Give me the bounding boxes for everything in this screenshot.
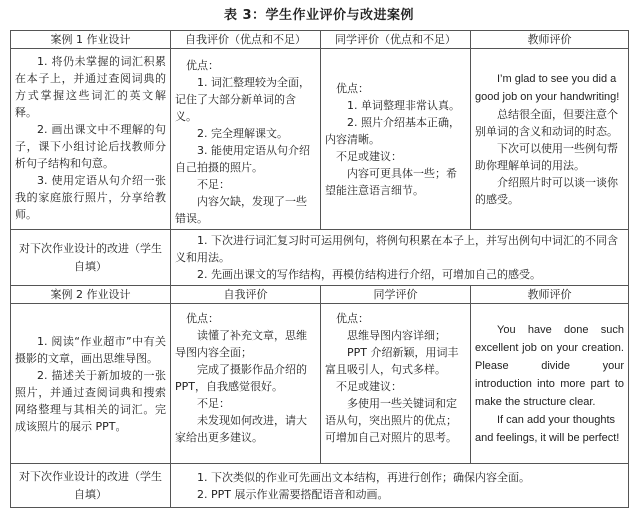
evaluation-table <box>10 30 629 508</box>
case1-header-peer: 同学评价（优点和不足） <box>321 31 471 49</box>
case2-teacher-line: You have done such excellent job on your creation. Please divide your introduction into more part to make the structure clear. <box>475 323 624 408</box>
case1-header-teacher: 教师评价 <box>471 31 629 49</box>
case1-header-self: 自我评价（优点和不足） <box>171 31 321 49</box>
case2-peer-line: 不足或建议： <box>336 380 402 393</box>
case2-design-item: 2. 描述关于新加坡的一张照片，并通过查阅词典和搜索网络整理与其相关的词汇。完成该照片的展示 PPT。 <box>15 368 166 433</box>
case1-self-line: 3. 能使用定语从句介绍自己拍摄的照片。 <box>175 144 310 174</box>
case2-improve-row <box>11 464 629 508</box>
case2-teacher-line: If can add your thoughts and feelings, it will be perfect! <box>475 413 620 444</box>
case2-peer-line: 优点： <box>336 312 369 325</box>
case1-teacher-line: 下次可以使用一些例句帮助你理解单词的用法。 <box>475 142 618 172</box>
case2-self-line: 不足： <box>197 397 230 410</box>
case1-self-cell <box>171 49 321 230</box>
case1-improve-line: 2. 先画出课文的写作结构，再模仿结构进行介绍，可增加自己的感受。 <box>197 268 541 281</box>
case1-peer-line: 不足或建议： <box>336 149 402 163</box>
case2-header-row <box>11 286 629 304</box>
case1-improve-cell <box>171 230 629 286</box>
case1-teacher-line: I’m glad to see you did a good job on your handwriting! <box>475 73 620 103</box>
case1-design-cell <box>11 49 171 230</box>
case1-design-item: 3. 使用定语从句介绍一张我的家庭旅行照片，分享给教师。 <box>15 174 166 221</box>
case1-improve-label: 对下次作业设计的改进（学生自填） <box>11 230 171 286</box>
case2-peer-cell <box>321 304 471 464</box>
case2-improve-line: 2. PPT 展示作业需要搭配语音和动画。 <box>197 487 389 501</box>
case2-self-line: 优点： <box>186 312 219 325</box>
case2-peer-line: 思维导图内容详细； <box>347 329 446 342</box>
case2-peer-line: PPT 介绍新颖，用词丰富且吸引人，句式多样。 <box>325 346 459 376</box>
case2-header-design: 案例 2 作业设计 <box>11 286 171 304</box>
case2-header-peer: 同学评价 <box>321 286 471 304</box>
case2-self-line: 读懂了补充文章，思维导图内容全面； <box>175 329 307 359</box>
case2-improve-cell <box>171 464 629 508</box>
case2-design-item: 1. 阅读“作业超市”中有关摄影的文章，画出思维导图。 <box>15 334 166 365</box>
case2-header-self: 自我评价 <box>171 286 321 304</box>
case1-improve-line: 1. 下次进行词汇复习时可运用例句，将例句积累在本子上，并写出例句中词汇的不同含义和用法。 <box>175 234 618 264</box>
case1-design-item: 1. 将仍未掌握的词汇积累在本子上，并通过查阅词典的方式掌握这些词汇的英文解释。 <box>15 55 166 119</box>
case1-self-line: 内容欠缺，发现了一些错误。 <box>175 195 307 225</box>
case1-header-design: 案例 1 作业设计 <box>11 31 171 49</box>
case1-self-line: 2. 完全理解课文。 <box>197 127 288 140</box>
table-caption: 表 3：学生作业评价与改进案例 <box>223 8 415 23</box>
case2-design-cell <box>11 304 171 464</box>
case1-self-line: 优点： <box>186 59 219 72</box>
case1-self-line: 1. 词汇整理较为全面，记住了大部分新单词的含义。 <box>175 76 310 123</box>
case2-self-cell <box>171 304 321 464</box>
case2-improve-line: 1. 下次类似的作业可先画出文本结构，再进行创作；确保内容全面。 <box>197 470 530 484</box>
case2-peer-line: 多使用一些关键词和定语从句，突出照片的优点；可增加自己对照片的思考。 <box>325 397 457 444</box>
case1-peer-line: 1. 单词整理非常认真。 <box>347 98 460 112</box>
case2-self-line: 完成了摄影作品介绍的 PPT，自我感觉很好。 <box>175 363 307 393</box>
case1-header-row <box>11 31 629 49</box>
case1-design-item: 2. 画出课文中不理解的句子，课下小组讨论后找教师分析句子结构和句意。 <box>15 123 166 170</box>
case2-self-line: 未发现如何改进，请大家给出更多建议。 <box>175 414 307 444</box>
case1-peer-line: 优点： <box>336 81 369 95</box>
case1-teacher-line: 总结很全面，但要注意个别单词的含义和动词的时态。 <box>475 108 618 138</box>
case2-teacher-cell <box>471 304 629 464</box>
case1-improve-row <box>11 230 629 286</box>
case2-header-teacher: 教师评价 <box>471 286 629 304</box>
case2-content-row <box>11 304 629 464</box>
case1-peer-line: 内容可更具体一些；希望能注意语言细节。 <box>325 166 457 197</box>
case2-improve-label: 对下次作业设计的改进（学生自填） <box>11 464 171 508</box>
case1-teacher-line: 介绍照片时可以谈一谈你的感受。 <box>475 176 618 206</box>
case1-peer-line: 2. 照片介绍基本正确，内容清晰。 <box>325 115 460 146</box>
case1-self-line: 不足： <box>197 178 230 191</box>
case1-teacher-cell <box>471 49 629 230</box>
case1-content-row <box>11 49 629 230</box>
case1-peer-cell <box>321 49 471 230</box>
